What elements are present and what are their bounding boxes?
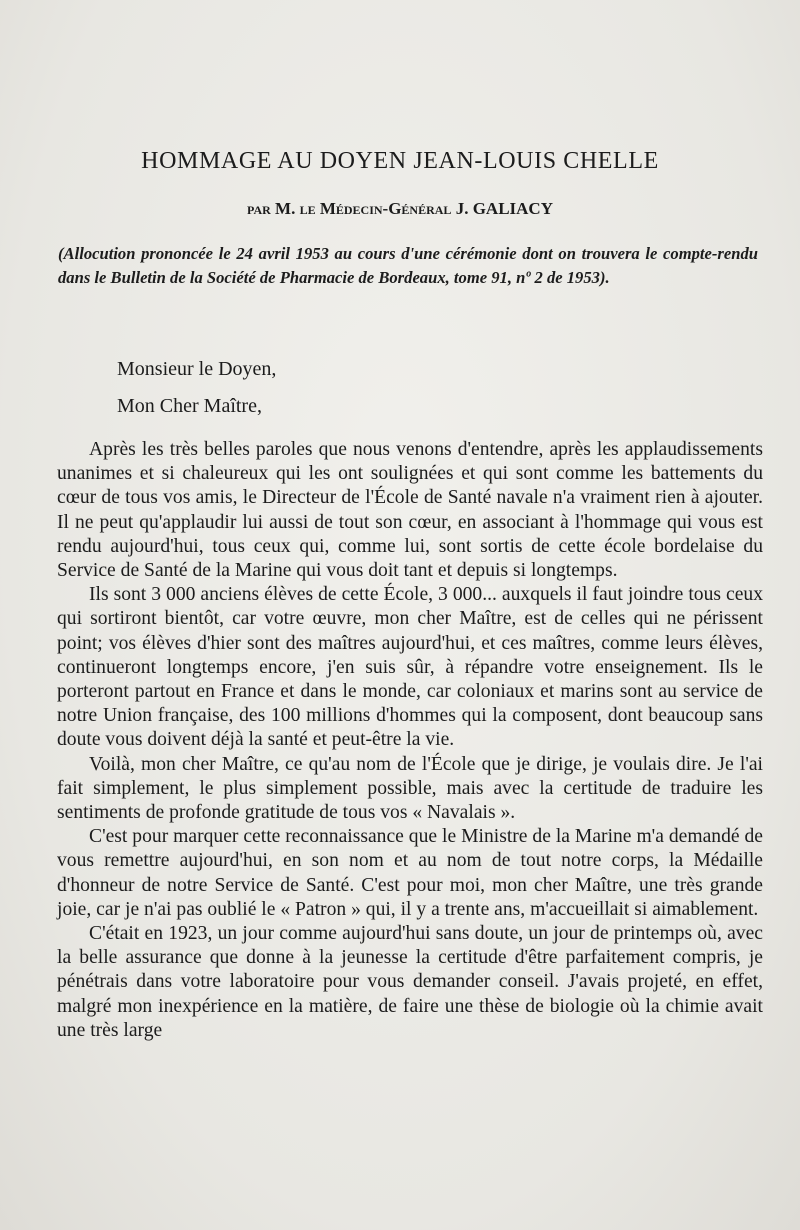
paragraph-3: Voilà, mon cher Maître, ce qu'au nom de l'École que je dirige, je voulais dire. Je l'ai fait simplement, le plus simplement possible, mais avec la certitude de traduire les sentiments de profonde gratitude de tous vos « Navalais ». xyxy=(57,753,763,824)
paragraph-4: C'est pour marquer cette reconnaissance que le Ministre de la Marine m'a demandé de vous remettre aujourd'hui, en son nom et au nom de tout notre corps, la Médaille d'honneur de notre Service de Santé. C'est pour moi, mon cher Maître, une très grande joie, car je n'ai pas oublié le « Patron » qui, il y a trente ans, m'accueillait si aimablement. xyxy=(57,826,763,920)
byline-prefix: par M. le Médecin-Général xyxy=(247,199,452,218)
paragraph-2: Ils sont 3 000 anciens élèves de cette École, 3 000... auxquels il faut joindre tous ceux qui sortiront bientôt, car votre œuvre, mon cher Maître, est de celles qui ne périssent point; vos élèves d'hier sont des maîtres aujourd'hui, et ces maîtres, comme leurs élèves, continueront longtemps encore, j'en suis sûr, à répandre votre enseignement. Ils le porteront partout en France et dans le monde, car coloniaux et marins sont au service de notre Union française, des 100 millions d'hommes qui la composent, dont beaucoup sans doute vous doivent déjà la santé et peut-être la vie. xyxy=(57,584,763,751)
salutation-maitre: Mon Cher Maître, xyxy=(117,395,262,417)
paragraph-1: Après les très belles paroles que nous venons d'entendre, après les applaudissements unanimes et si chaleureux qui les ont soulignées et qui sont comme les battements du cœur de tous vos amis, le Directeur de l'École de Santé navale n'a vraiment rien à ajouter. Il ne peut qu'applaudir lui aussi de tout son cœur, en associant à l'hommage qui vous est rendu aujourd'hui, tous ceux qui, comme lui, sont sortis de cette école bordelaise du Service de Santé de la Marine qui vous doit tant et depuis si longtemps. xyxy=(57,439,763,582)
allocution-note: (Allocution prononcée le 24 avril 1953 au cours d'une cérémonie dont on trouvera le compte-rendu dans le Bulletin de la Société de Pharmacie de Bordeaux, tome 91, nº 2 de 1953). xyxy=(58,244,758,287)
letter-body xyxy=(57,438,763,1043)
article-title: HOMMAGE AU DOYEN JEAN-LOUIS CHELLE xyxy=(141,148,659,174)
paragraph-5: C'était en 1923, un jour comme aujourd'hui sans doute, un jour de printemps où, avec la belle assurance que donne à la jeunesse la certitude d'être parfaitement compris, je pénétrais dans votre laboratoire pour vous demander conseil. J'avais projeté, en effet, malgré mon inexpérience en la matière, de faire une thèse de biologie où la chimie avait une très large xyxy=(57,923,763,1041)
salutation-doyen: Monsieur le Doyen, xyxy=(117,358,277,380)
article-byline xyxy=(0,199,800,219)
byline-author: J. GALIACY xyxy=(455,199,553,218)
